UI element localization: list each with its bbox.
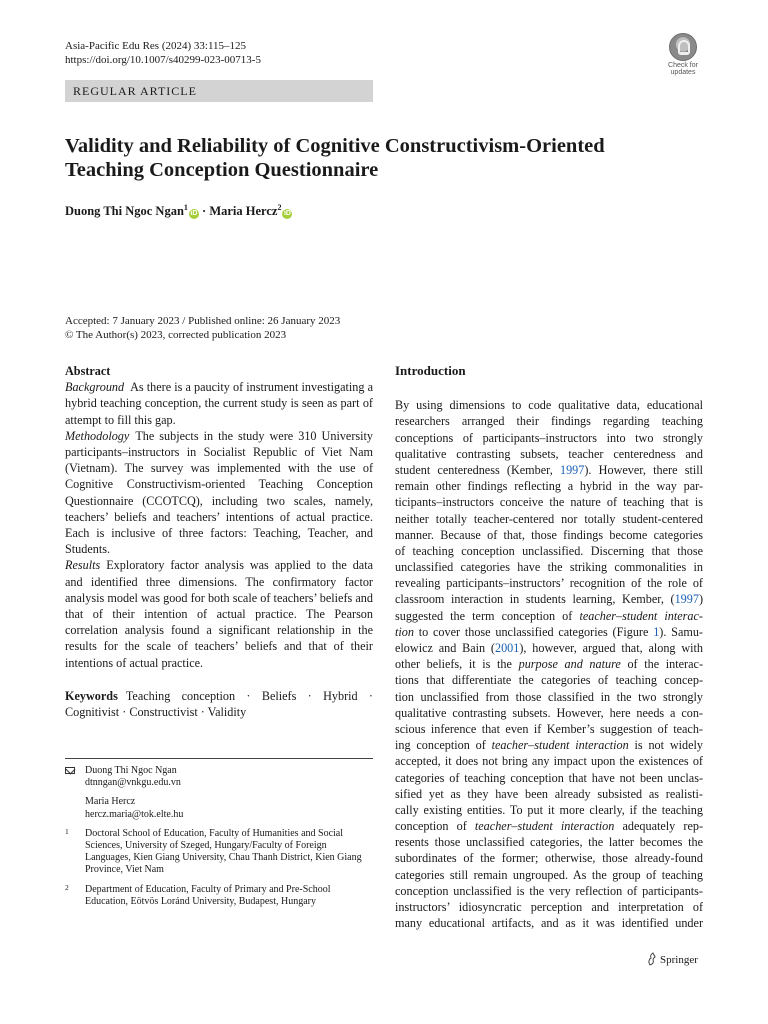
text-line: instructors’ idiosyncratic perception and interpretation of — [395, 900, 703, 915]
article-type-bar: REGULAR ARTICLE — [65, 80, 373, 102]
text-run: to cover those unclassified categories (Figure — [413, 624, 654, 639]
affiliation-mark: 1 — [183, 203, 188, 212]
corresponding-author — [65, 765, 373, 789]
citation-link[interactable]: 2001 — [494, 641, 520, 656]
text-line: neither totally teacher-centered nor totally student-centered — [395, 511, 703, 526]
author-name[interactable]: Maria Hercz — [209, 204, 278, 219]
text-line: conception unclassified is the very reflection of participants- — [395, 883, 703, 898]
abstract-label: Results — [65, 558, 101, 573]
italic-term: teacher–student interaction — [474, 819, 615, 834]
text-line: categories still remain ungrouped. As the group of teaching — [395, 867, 703, 882]
text-run: is not widely — [628, 738, 703, 753]
text-line: many educational artifacts, and as it was identified under — [395, 916, 703, 931]
abstract-column — [65, 363, 373, 720]
text-run: other beliefs, it is the — [395, 657, 519, 672]
footnote-author-name: Maria Hercz — [85, 796, 136, 808]
check-updates-label: Check for updates — [668, 62, 698, 76]
figure-link[interactable]: 1 — [653, 624, 660, 639]
accepted-published-line: Accepted: 7 January 2023 / Published online: 26 January 2023 — [65, 315, 341, 327]
text-line: of teaching conception unclassified. Discerning that those — [395, 543, 703, 558]
abstract-label: Background — [65, 380, 125, 395]
author-name[interactable]: Duong Thi Ngoc Ngan — [65, 204, 184, 219]
check-for-updates-badge[interactable] — [664, 33, 702, 76]
text-run: classroom interaction in students learning, Kember, ( — [395, 592, 675, 607]
italic-term: purpose and nature — [518, 657, 621, 672]
text-line: cally existing entities. To put it more clearly, if the teaching — [395, 802, 703, 817]
bookmark-icon — [669, 33, 697, 61]
keywords — [65, 688, 373, 720]
footnote-author-name: Duong Thi Ngoc Ngan — [85, 765, 177, 776]
introduction-column — [395, 363, 703, 931]
text-line: qualitative contrasting subsets. However, here needs a con- — [395, 705, 703, 720]
text-line — [395, 737, 703, 753]
text-line: subordinates of the former; otherwise, those already-found — [395, 851, 703, 866]
author-list — [65, 203, 292, 219]
text-line: sified yet as they have been already subsisted as realisti- — [395, 786, 703, 801]
text-run: of the interac- — [620, 657, 703, 672]
text-line: ticipants–instructors conceive the nature of teaching that is — [395, 495, 703, 510]
text-line: accepted, it does not bring any impact upon the existences of — [395, 754, 703, 769]
envelope-icon — [65, 767, 75, 774]
title-line-1: Validity and Reliability of Cognitive Constructivism-Oriented — [65, 135, 605, 157]
doi-link[interactable]: https://doi.org/10.1007/s40299-023-00713-5 — [65, 54, 261, 66]
affiliation-mark: 1 — [65, 826, 69, 836]
text-line: tion unclassified from those classified in the two strongly — [395, 689, 703, 704]
text-run: conception of — [395, 819, 475, 834]
abstract-results — [65, 557, 373, 670]
footnotes — [65, 765, 373, 915]
text-run: ), however, argued that, along with — [519, 641, 703, 656]
introduction-paragraph — [395, 397, 703, 931]
publisher-mark[interactable] — [647, 952, 698, 966]
text-run: ). However, there still — [584, 462, 703, 477]
abstract-text: The subjects in the study were 310 University participants–instructors in Socialist Republic of Viet Nam (Vietnam). The survey was implemented with the use of Cognitive Constructivism-oriented Teaching Conception Questionnaire (CCOTCQ), including two scales, namely, teachers’ beliefs and teachers’ intentions of actual practice. Each is inclusive of three factors: Teaching, Teacher, and Students. — [65, 428, 373, 557]
text-line — [395, 608, 703, 624]
text-line: unclassified categories have the striking commonalities in — [395, 560, 703, 575]
text-line: qualitative contrasting subsets, teacher centeredness and — [395, 446, 703, 461]
affiliation-1 — [65, 828, 373, 877]
text-line — [395, 640, 703, 656]
introduction-heading: Introduction — [395, 363, 466, 378]
affiliation-mark: 2 — [65, 882, 69, 892]
text-line — [395, 818, 703, 834]
text-line — [395, 656, 703, 672]
springer-horse-icon — [647, 952, 657, 966]
journal-citation — [65, 39, 261, 67]
abstract-heading: Abstract — [65, 364, 111, 378]
text-run: adequately rep- — [614, 819, 703, 834]
affiliation-text: Department of Education, Faculty of Primary and Pre-School Education, Eötvös Loránd University, Budapest, Hungary — [85, 883, 331, 907]
abstract-text: Exploratory factor analysis was applied to the data and identified three dimensions. The confirmatory factor analysis model was good for both scale of teachers’ beliefs and that of their intention of actual practice. The Pearson correlation analysis found a significant relationship in the results for the scale of teachers’ beliefs and that of their intentions of actual practice. — [65, 558, 373, 670]
orcid-icon[interactable]: iD — [283, 210, 291, 218]
text-line: tions that differentiate the categories of teaching concep- — [395, 673, 703, 688]
text-line: scious inference that even if Kember’s suggestion of teach- — [395, 721, 703, 736]
text-run: ). Samu- — [659, 624, 703, 639]
article-title — [65, 134, 705, 182]
citation-link[interactable]: 1997 — [674, 592, 699, 607]
footnote-email[interactable]: hercz.maria@tok.elte.hu — [85, 808, 184, 820]
italic-term: tion — [395, 624, 414, 639]
text-line: revealing participants–instructors’ recognition of the role of — [395, 576, 703, 591]
text-line: resents those unclassified categories, the latter becomes the — [395, 835, 703, 850]
affiliation-mark: 2 — [277, 203, 282, 212]
keywords-text: Teaching conception · Beliefs · Hybrid · Cognitivist · Constructivist · Validity — [65, 688, 373, 720]
text-run: ing conception of — [395, 738, 492, 753]
author-separator: · — [198, 204, 210, 219]
orcid-icon[interactable]: iD — [190, 210, 198, 218]
title-line-2: Teaching Conception Questionnaire — [65, 159, 379, 181]
text-line — [395, 624, 703, 640]
text-line — [395, 591, 703, 607]
text-line: manner. Because of that, those findings become categories — [395, 527, 703, 542]
keywords-heading: Keywords — [65, 688, 118, 703]
coauthor-contact — [65, 796, 373, 820]
italic-term: teacher–student interaction — [491, 738, 629, 753]
text-run: elowicz and Bain ( — [395, 641, 495, 656]
abstract-background — [65, 379, 373, 428]
text-line: By using dimensions to code qualitative data, educational — [395, 398, 703, 413]
footnote-email[interactable]: dtnngan@vnkgu.edu.vn — [85, 777, 181, 789]
citation-link[interactable]: 1997 — [559, 462, 585, 477]
copyright-line: © The Author(s) 2023, corrected publication 2023 — [65, 328, 287, 341]
abstract-label: Methodology — [65, 428, 130, 443]
text-line: researchers arranged their findings regarding teaching — [395, 414, 703, 429]
text-run: student centeredness (Kember, — [395, 462, 560, 477]
footnote-divider — [65, 758, 373, 759]
journal-line: Asia-Pacific Edu Res (2024) 33:115–125 — [65, 40, 247, 52]
text-line — [395, 462, 703, 478]
abstract-text: As there is a paucity of instrument investigating a hybrid teaching conception, the current study is seen as part of attempt to fill this gap. — [65, 380, 373, 427]
text-line: remain other findings reflecting a hybrid in the way par- — [395, 479, 703, 494]
affiliation-text: Doctoral School of Education, Faculty of Humanities and Social Sciences, University of Szeged, Hungary/Faculty of Foreign Languages, Kien Giang University, Chau Thanh District, Kien Giang Province, Viet Nam — [85, 827, 362, 876]
publication-dates — [65, 315, 340, 342]
publisher-name: Springer — [660, 954, 698, 966]
text-line: categories of teaching conception that have not been unclas- — [395, 770, 703, 785]
text-run: ) — [698, 592, 703, 607]
text-run: suggested the term conception of — [395, 608, 580, 623]
text-line: conceptions of participants–instructors into two strongly — [395, 430, 703, 445]
abstract-methodology — [65, 428, 373, 558]
affiliation-2 — [65, 884, 373, 908]
italic-term: teacher–student interac- — [579, 608, 703, 623]
